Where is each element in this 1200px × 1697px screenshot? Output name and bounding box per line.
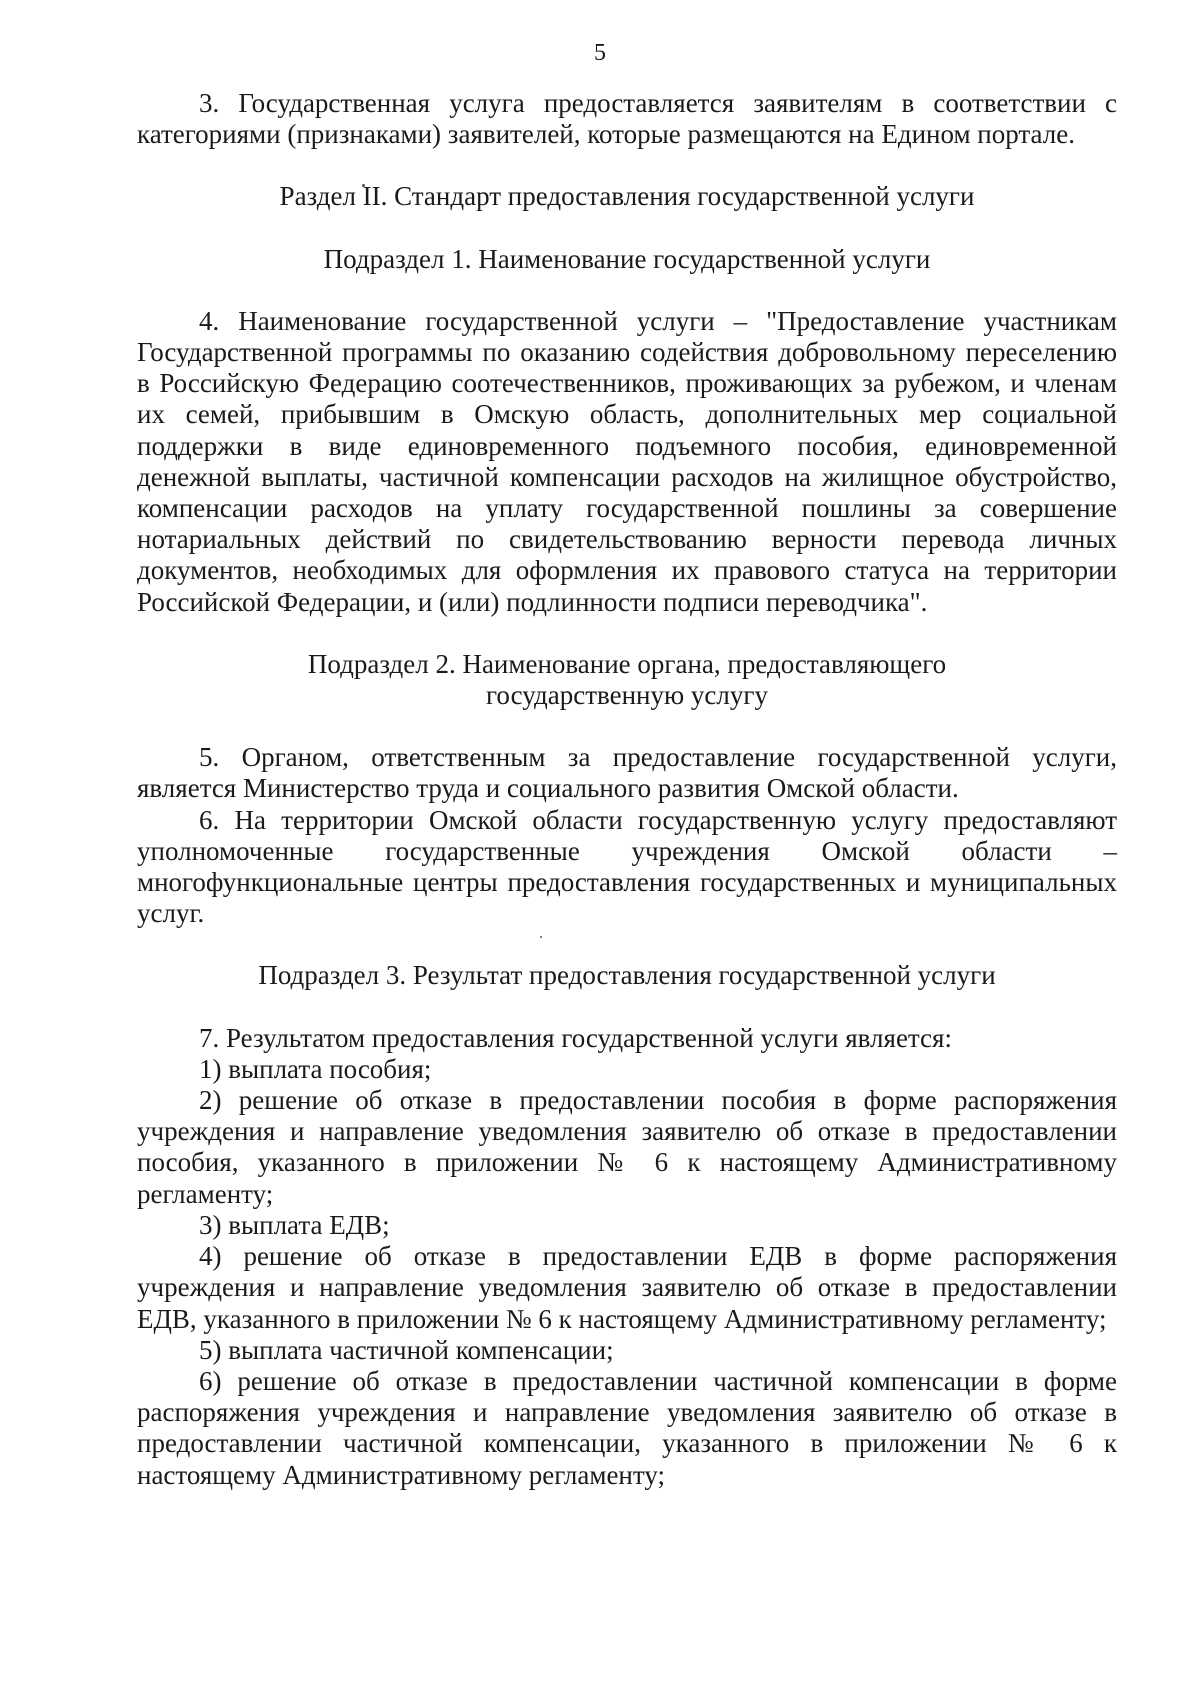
document-body — [137, 88, 1117, 1491]
list-item-7-2: 2) решение об отказе в предоставлении пособия в форме распоряжения учреждения и направление уведомления заявителю об отказе в предоставлении пособия, указанного в приложении № 6 к настоящему Административному регламенту; — [137, 1085, 1117, 1209]
paragraph-3: 3. Государственная услуга предоставляется заявителям в соответствии с категориями (признаками) заявителей, которые размещаются на Едином портале. — [137, 88, 1117, 150]
section-2-title: Раздел II. Стандарт предоставления государственной услуги — [279, 181, 975, 212]
list-item-7-3: 3) выплата ЕДВ; — [199, 1209, 390, 1240]
page-number: 5 — [594, 40, 606, 66]
spacer — [137, 711, 1117, 742]
paragraph-7: 7. Результатом предоставления государственной услуги является: — [199, 1022, 952, 1053]
list-item-7-1: 1) выплата пособия; — [199, 1053, 432, 1084]
list-item-7-5: 5) выплата частичной компенсации; — [199, 1334, 614, 1365]
spacer — [137, 992, 1117, 1023]
paragraph-6: 6. На территории Омской области государственную услугу предоставляют уполномоченные государственные учреждения Омской области – многофункциональные центры предоставления государственных и муниципальных услуг. — [137, 804, 1117, 929]
subsection-1-title: Подраздел 1. Наименование государственной услуги — [323, 243, 931, 274]
spacer — [137, 929, 1117, 960]
subsection-2-title-line-2: государственную услугу — [486, 680, 768, 711]
spacer — [137, 275, 1117, 306]
list-item-7-6: 6) решение об отказе в предоставлении частичной компенсации в форме распоряжения учреждения и направление уведомления заявителю об отказе в предоставлении частичной компенсации, указанного в приложении № 6 к настоящему Административному регламенту; — [137, 1365, 1117, 1490]
spacer — [137, 213, 1117, 244]
list-item-7-4: 4) решение об отказе в предоставлении ЕДВ в форме распоряжения учреждения и направление уведомления заявителю об отказе в предоставлении ЕДВ, указанного в приложении № 6 к настоящему Административному регламенту; — [137, 1241, 1117, 1334]
paragraph-5: 5. Органом, ответственным за предоставление государственной услуги, является Министерство труда и социального развития Омской области. — [137, 742, 1117, 804]
subsection-2-title-line-1: Подраздел 2. Наименование органа, предоставляющего — [307, 648, 947, 679]
spacer — [137, 150, 1117, 181]
paragraph-4: 4. Наименование государственной услуги – "Предоставление участникам Государственной программы по оказанию содействия добровольному переселению в Российскую Федерацию соотечественников, проживающих за рубежом, и членам их семей, прибывшим в Омскую область, дополнительных мер социальной поддержки в виде единовременного подъемного пособия, единовременной денежной выплаты, частичной компенсации расходов на жилищное обустройство, компенсации расходов на уплату государственной пошлины за совершение нотариальных действий по свидетельствованию верности перевода личных документов, необходимых для оформления их правового статуса на территории Российской Федерации, и (или) подлинности подписи переводчика". — [137, 305, 1117, 617]
subsection-3-title: Подраздел 3. Результат предоставления государственной услуги — [258, 960, 996, 991]
spacer — [137, 618, 1117, 649]
